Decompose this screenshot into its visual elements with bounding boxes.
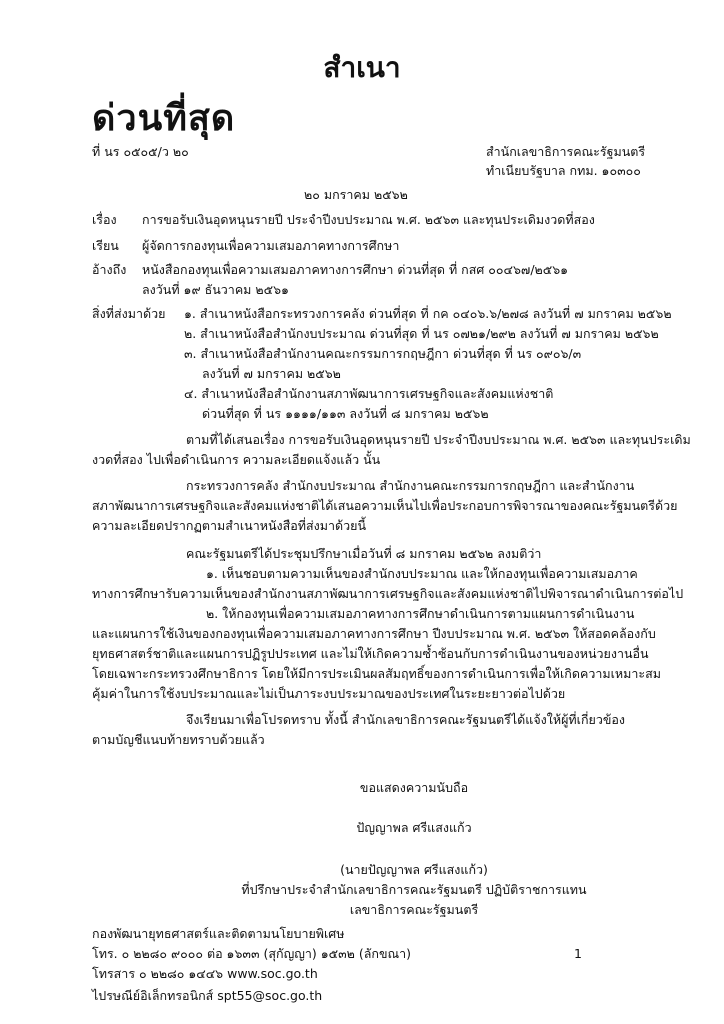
- subject-label: เรื่อง: [92, 212, 117, 227]
- reference-label: อ้างถึง: [92, 262, 127, 277]
- body-line: จึงเรียนมาเพื่อโปรดทราบ ทั้งนี้ สำนักเลขาธิการคณะรัฐมนตรีได้แจ้งให้ผู้ที่เกี่ยวข้อง: [186, 712, 626, 727]
- letter-date: ๒๐ มกราคม ๒๕๖๒: [304, 187, 408, 202]
- enclosure-item-continued: ลงวันที่ ๗ มกราคม ๒๕๖๒: [202, 366, 341, 381]
- body-line: ทางการศึกษารับความเห็นของสำนักงานสภาพัฒนาการเศรษฐกิจและสังคมแห่งชาติไปพิจารณาดำเนินการต่อไป: [92, 586, 684, 601]
- urgency-stamp: ด่วนที่สุด: [92, 98, 236, 139]
- body-line: คณะรัฐมนตรีได้ประชุมปรึกษาเมื่อวันที่ ๘ มกราคม ๒๕๖๒ ลงมติว่า: [186, 546, 542, 561]
- recipient-text: ผู้จัดการกองทุนเพื่อความเสมอภาคทางการศึกษา: [142, 238, 400, 253]
- body-line: คุ้มค่าในการใช้งบประมาณและไม่เป็นภาระงบประมาณของประเทศในระยะยาวต่อไปด้วย: [92, 686, 566, 701]
- signatory-position: ที่ปรึกษาประจำสำนักเลขาธิการคณะรัฐมนตรี ปฏิบัติราชการแทน: [241, 882, 587, 897]
- page-mark: 1: [574, 946, 582, 961]
- enclosure-item: ๓. สำเนาหนังสือสำนักงานคณะกรรมการกฤษฎีกา ด่วนที่สุด ที่ นร ๐๙๐๖/๓: [184, 346, 582, 361]
- enclosure-item-continued: ด่วนที่สุด ที่ นร ๑๑๑๑/๑๑๓ ลงวันที่ ๘ มกราคม ๒๕๖๒: [202, 406, 489, 421]
- enclosure-item: ๔. สำเนาหนังสือสำนักงานสภาพัฒนาการเศรษฐกิจและสังคมแห่งชาติ: [184, 386, 554, 401]
- enclosure-item: ๑. สำเนาหนังสือกระทรวงการคลัง ด่วนที่สุด ที่ กค ๐๔๐๖.๖/๒๗๘ ลงวันที่ ๗ มกราคม ๒๕๖๒: [184, 306, 672, 321]
- body-line: โดยเฉพาะกระทรวงศึกษาธิการ โดยให้มีการประเมินผลสัมฤทธิ์ของการดำเนินการเพื่อให้เกิดความเหมาะสม: [92, 666, 661, 681]
- body-line: และแผนการใช้เงินของกองทุนเพื่อความเสมอภาคทางการศึกษา ปีงบประมาณ พ.ศ. ๒๕๖๓ ให้สอดคล้องกับ: [92, 626, 656, 641]
- signatory-name: (นายปัญญาพล ศรีแสงแก้ว): [340, 862, 488, 877]
- body-line: กระทรวงการคลัง สำนักงบประมาณ สำนักงานคณะกรรมการกฤษฎีกา และสำนักงาน: [186, 478, 635, 493]
- body-line: ความละเอียดปรากฏตามสำเนาหนังสือที่ส่งมาด้วยนี้: [92, 518, 366, 533]
- body-line: ยุทธศาสตร์ชาติและแผนการปฏิรูปประเทศ และไม่ให้เกิดความซ้ำซ้อนกับการดำเนินงานของหน่วยงานอื่น: [92, 646, 649, 661]
- body-line: ๑. เห็นชอบตามความเห็นของสำนักงบประมาณ และให้กองทุนเพื่อความเสมอภาค: [206, 566, 638, 581]
- body-line: ๒. ให้กองทุนเพื่อความเสมอภาคทางการศึกษาดำเนินการตามแผนการดำเนินงาน: [206, 606, 635, 621]
- footer-email: ไปรษณีย์อิเล็กทรอนิกส์ spt55@soc.go.th: [92, 988, 323, 1003]
- to-label: เรียน: [92, 238, 119, 253]
- signatory-position: เลขาธิการคณะรัฐมนตรี: [349, 902, 479, 917]
- body-line: สภาพัฒนาการเศรษฐกิจและสังคมแห่งชาติได้เสนอความเห็นไปเพื่อประกอบการพิจารณาของคณะรัฐมนตรีด้วย: [92, 498, 678, 513]
- reference-line: ลงวันที่ ๑๙ ธันวาคม ๒๕๖๑: [142, 282, 289, 297]
- body-line: ตามที่ได้เสนอเรื่อง การขอรับเงินอุดหนุนรายปี ประจำปีงบประมาณ พ.ศ. ๒๕๖๓ และทุนประเดิม: [186, 432, 691, 447]
- subject-text: การขอรับเงินอุดหนุนรายปี ประจำปีงบประมาณ พ.ศ. ๒๕๖๓ และทุนประเดิมงวดที่สอง: [142, 212, 595, 227]
- footer-phone: โทร. ๐ ๒๒๘๐ ๙๐๐๐ ต่อ ๑๖๓๓ (สุกัญญา) ๑๕๓๒ (ลักขณา): [92, 946, 412, 961]
- enclosure-label: สิ่งที่ส่งมาด้วย: [92, 306, 166, 321]
- reference-line: หนังสือกองทุนเพื่อความเสมอภาคทางการศึกษา ด่วนที่สุด ที่ กสศ ๐๐๔๖๗/๒๕๖๑: [142, 262, 569, 277]
- reference-number: ที่ นร ๐๕๐๕/ว ๒๐: [92, 144, 189, 159]
- enclosure-item: ๒. สำเนาหนังสือสำนักงบประมาณ ด่วนที่สุด ที่ นร ๐๗๒๑/๒๙๒ ลงวันที่ ๗ มกราคม ๒๕๖๒: [184, 326, 659, 341]
- footer-division: กองพัฒนายุทธศาสตร์และติดตามนโยบายพิเศษ: [92, 926, 345, 941]
- copy-stamp: สำเนา: [323, 51, 401, 84]
- body-line: งวดที่สอง ไปเพื่อดำเนินการ ความละเอียดแจ้งแล้ว นั้น: [92, 452, 381, 467]
- issuer-name: สำนักเลขาธิการคณะรัฐมนตรี: [486, 144, 646, 159]
- signature: ปัญญาพล ศรีแสงแก้ว: [356, 820, 472, 835]
- closing-regards: ขอแสดงความนับถือ: [359, 780, 469, 795]
- footer-fax: โทรสาร ๐ ๒๒๘๐ ๑๔๔๖ www.soc.go.th: [92, 966, 318, 981]
- body-line: ตามบัญชีแนบท้ายทราบด้วยแล้ว: [92, 732, 265, 747]
- issuer-address: ทำเนียบรัฐบาล กทม. ๑๐๓๐๐: [486, 163, 641, 178]
